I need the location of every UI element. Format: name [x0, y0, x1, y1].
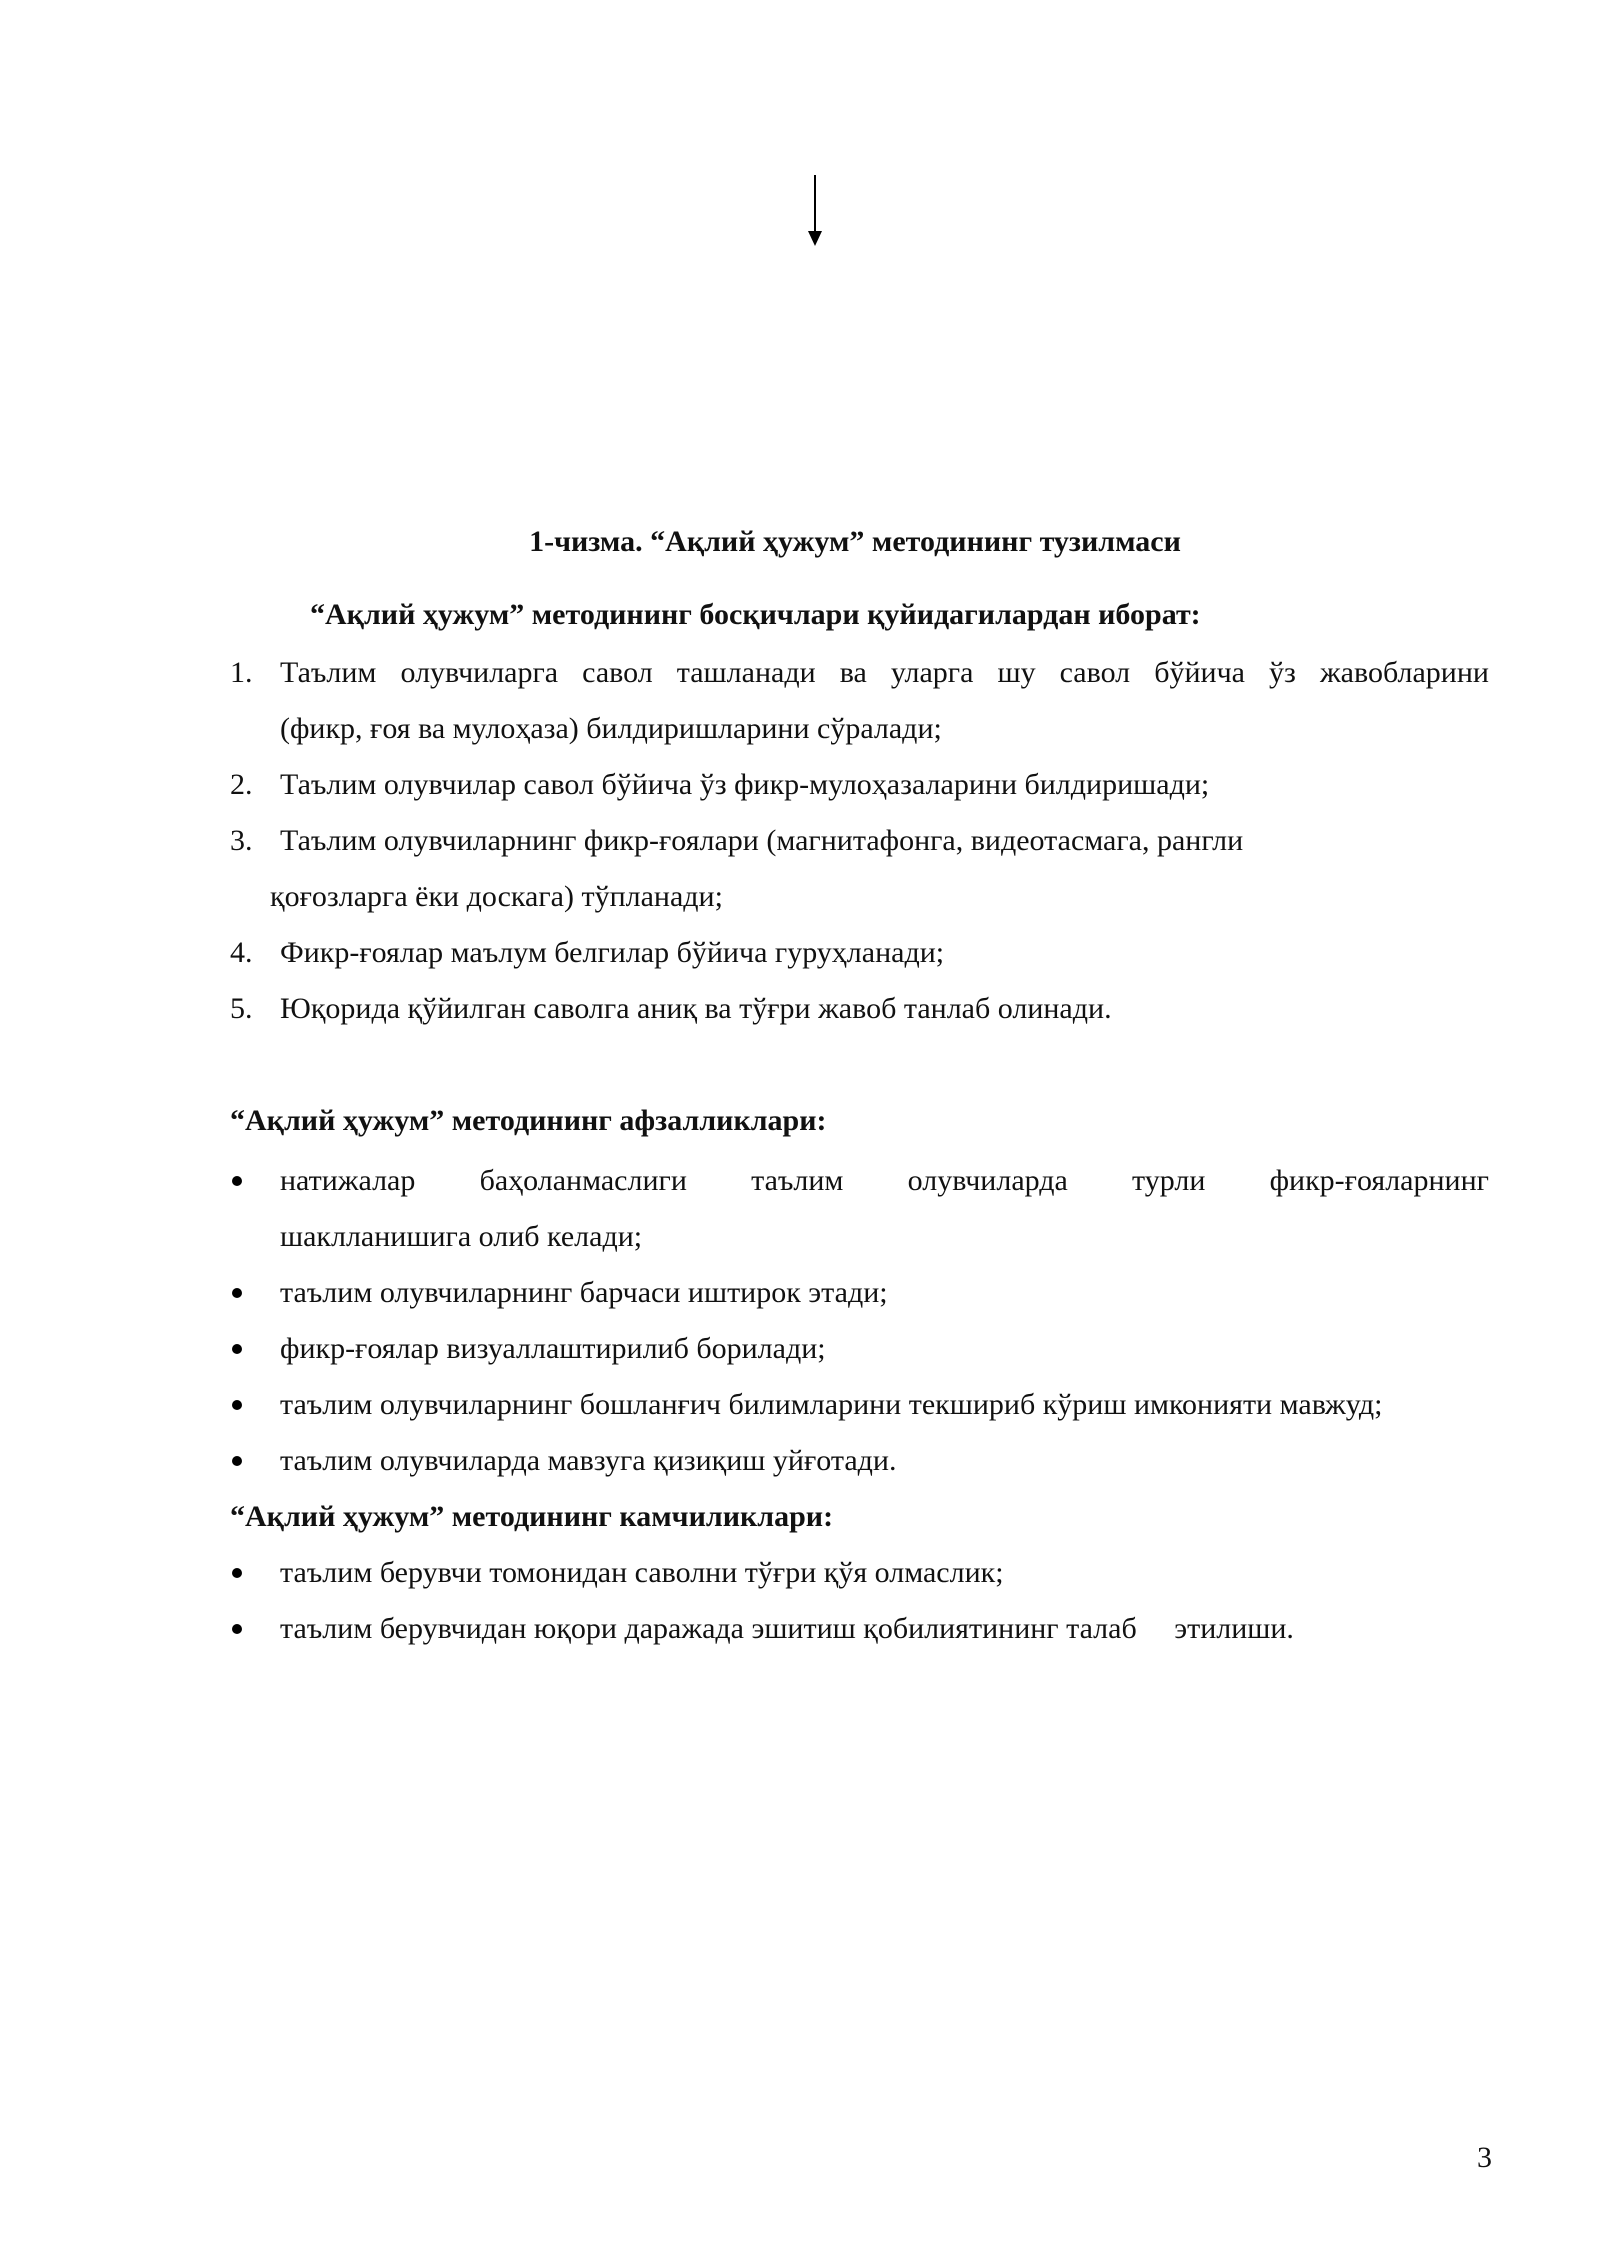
step-word: савол	[582, 656, 653, 689]
bullet-icon	[232, 1456, 242, 1466]
step-number: 2.	[230, 768, 253, 801]
step-text-continuation: (фикр, ғоя ва мулоҳаза) билдиришларини сўралади;	[280, 712, 942, 745]
arrow-shaft	[814, 175, 816, 232]
step-text: Таълим олувчилар савол бўйича ўз фикр-мулоҳазаларини билдиришади;	[280, 768, 1210, 801]
bullet-icon	[232, 1344, 242, 1354]
step-number: 3.	[230, 824, 253, 857]
step-word: уларга	[890, 656, 974, 689]
advantages-heading: “Ақлий ҳужум” методининг афзалликлари:	[230, 1104, 827, 1137]
step-word: ташланади	[676, 656, 816, 689]
step-text-continuation: қоғозларга ёки доскага) тўпланади;	[270, 880, 723, 913]
bullet-icon	[232, 1400, 242, 1410]
step-word: савол	[1059, 656, 1131, 689]
step-text: Фикр-ғоялар маълум белгилар бўйича гуруҳланади;	[280, 936, 945, 969]
step-word: шу	[997, 656, 1036, 689]
advantage-word: таълим	[751, 1164, 844, 1197]
advantage-word: турли	[1132, 1164, 1206, 1197]
step-text-line	[280, 655, 1489, 691]
advantage-word: олувчиларда	[907, 1164, 1068, 1197]
steps-heading: “Ақлий ҳужум” методининг босқичлари қуйидагилардан иборат:	[310, 598, 1201, 631]
bullet-icon	[232, 1176, 242, 1186]
step-word: ўз	[1269, 656, 1296, 689]
step-text: Юқорида қўйилган саволга аниқ ва тўғри жавоб танлаб олинади.	[280, 992, 1112, 1025]
disadvantage-text: таълим берувчи томонидан саволни тўғри қўя олмаслик;	[280, 1556, 1004, 1589]
step-number: 1.	[230, 656, 253, 689]
page-number: 3	[1477, 2141, 1492, 2174]
bullet-icon	[232, 1624, 242, 1634]
disadvantages-heading: “Ақлий ҳужум” методининг камчиликлари:	[230, 1500, 834, 1533]
step-word: бўйича	[1154, 656, 1245, 689]
advantage-word: фикр-ғояларнинг	[1269, 1164, 1489, 1197]
advantage-word: баҳоланмаслиги	[479, 1164, 687, 1197]
step-word: Таълим	[280, 656, 377, 689]
advantage-text: таълим олувчиларда мавзуга қизиқиш уйғотади.	[280, 1444, 897, 1477]
step-text: Таълим олувчиларнинг фикр-ғоялари (магнитафонга, видеотасмага, рангли	[280, 824, 1244, 857]
disadvantage-text: таълим берувчидан юқори даражада эшитиш қобилиятининг талаб этилиши.	[280, 1612, 1294, 1645]
step-number: 5.	[230, 992, 253, 1025]
step-word: жавобларини	[1319, 656, 1489, 689]
advantage-text: фикр-ғоялар визуаллаштирилиб борилади;	[280, 1332, 826, 1365]
step-word: ва	[839, 656, 867, 689]
step-word: олувчиларга	[400, 656, 559, 689]
arrow-head	[808, 231, 822, 246]
step-number: 4.	[230, 936, 253, 969]
advantage-word: натижалар	[280, 1164, 416, 1197]
down-arrow-icon	[808, 175, 822, 250]
figure-caption: 1-чизма. “Ақлий ҳужум” методининг тузилмаси	[529, 525, 1181, 558]
bullet-icon	[232, 1288, 242, 1298]
advantage-text: таълим олувчиларнинг бошланғич билимларини текшириб кўриш имконияти мавжуд;	[280, 1388, 1383, 1421]
advantage-text: таълим олувчиларнинг барчаси иштирок этади;	[280, 1276, 888, 1309]
advantage-text-continuation: шаклланишига олиб келади;	[280, 1220, 643, 1253]
bullet-icon	[232, 1568, 242, 1578]
advantage-text-line	[280, 1163, 1489, 1199]
